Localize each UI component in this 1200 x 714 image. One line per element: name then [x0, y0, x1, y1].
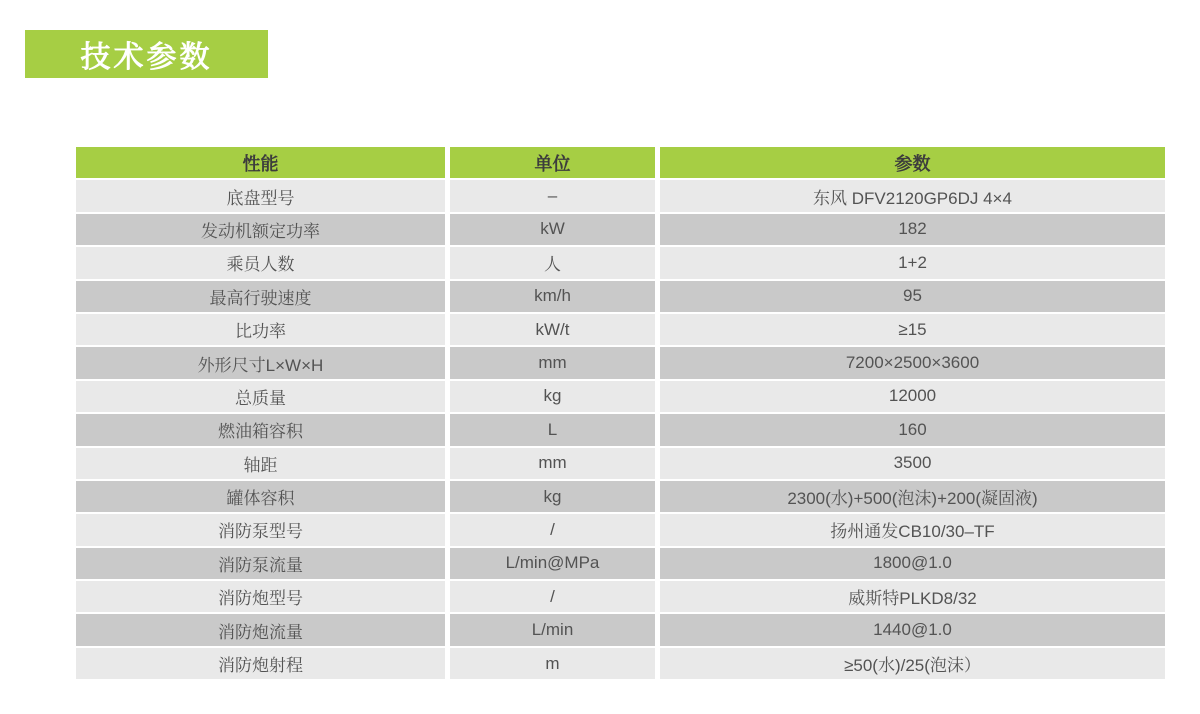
cell-unit: mm [450, 347, 655, 378]
section-title-badge [25, 30, 268, 78]
cell-unit: kW/t [450, 314, 655, 345]
cell-performance: 发动机额定功率 [76, 214, 445, 245]
cell-value: 1440@1.0 [660, 614, 1165, 645]
cell-performance: 消防炮射程 [76, 648, 445, 679]
cell-performance: 消防炮型号 [76, 581, 445, 612]
cell-unit: L [450, 414, 655, 445]
col-header-performance: 性能 [76, 147, 445, 178]
cell-value: 威斯特PLKD8/32 [660, 581, 1165, 612]
cell-unit: / [450, 581, 655, 612]
section-title: 技术参数 [80, 41, 213, 74]
cell-performance: 轴距 [76, 448, 445, 479]
cell-value: 160 [660, 414, 1165, 445]
cell-performance: 乘员人数 [76, 247, 445, 278]
cell-performance: 外形尺寸L×W×H [76, 347, 445, 378]
cell-performance: 消防泵流量 [76, 548, 445, 579]
cell-unit: L/min [450, 614, 655, 645]
cell-performance: 燃油箱容积 [76, 414, 445, 445]
cell-value: 95 [660, 281, 1165, 312]
cell-value: 182 [660, 214, 1165, 245]
cell-unit: / [450, 514, 655, 545]
cell-value: 12000 [660, 381, 1165, 412]
cell-unit: km/h [450, 281, 655, 312]
cell-value: 扬州通发CB10/30–TF [660, 514, 1165, 545]
cell-unit: mm [450, 448, 655, 479]
cell-unit: m [450, 648, 655, 679]
cell-unit: 人 [450, 247, 655, 278]
cell-value: 3500 [660, 448, 1165, 479]
col-header-parameter: 参数 [660, 147, 1165, 178]
cell-performance: 消防泵型号 [76, 514, 445, 545]
col-header-unit: 单位 [450, 147, 655, 178]
cell-value: 7200×2500×3600 [660, 347, 1165, 378]
cell-performance: 底盘型号 [76, 180, 445, 211]
cell-unit: kW [450, 214, 655, 245]
cell-performance: 总质量 [76, 381, 445, 412]
cell-unit: kg [450, 481, 655, 512]
cell-performance: 消防炮流量 [76, 614, 445, 645]
cell-value: ≥50(水)/25(泡沫） [660, 648, 1165, 679]
spec-table [76, 147, 1165, 679]
cell-value: 东风 DFV2120GP6DJ 4×4 [660, 180, 1165, 211]
cell-performance: 比功率 [76, 314, 445, 345]
cell-unit: L/min@MPa [450, 548, 655, 579]
cell-performance: 最高行驶速度 [76, 281, 445, 312]
cell-value: ≥15 [660, 314, 1165, 345]
cell-performance: 罐体容积 [76, 481, 445, 512]
cell-value: 2300(水)+500(泡沫)+200(凝固液) [660, 481, 1165, 512]
cell-value: 1+2 [660, 247, 1165, 278]
cell-unit: kg [450, 381, 655, 412]
cell-unit: – [450, 180, 655, 211]
cell-value: 1800@1.0 [660, 548, 1165, 579]
